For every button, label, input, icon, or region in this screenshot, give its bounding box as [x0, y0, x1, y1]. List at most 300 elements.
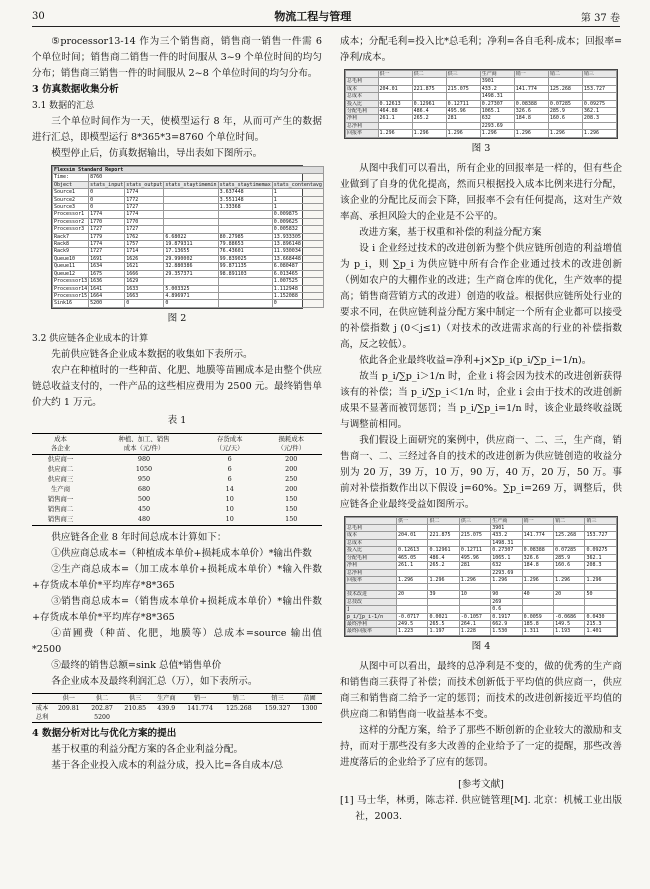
table-cell: 1772 [125, 196, 164, 203]
report-row [53, 255, 324, 262]
table-row [32, 465, 322, 475]
table-cell: 1.296 [585, 576, 617, 583]
table-cell: 249.5 [397, 620, 428, 627]
table-cell: 回报率 [346, 130, 379, 137]
table-cell: -0.1057 [459, 613, 490, 620]
sheet-header-row [346, 517, 617, 524]
table-cell: 1.152088 [272, 292, 323, 299]
table-cell: 98.891103 [218, 270, 272, 277]
table-cell: 285.9 [554, 554, 585, 561]
sheet-row [346, 576, 617, 583]
volume: 第 37 卷 [580, 12, 620, 24]
table-cell [585, 598, 617, 605]
table-cell: 0.0430 [585, 613, 617, 620]
table-cell: 1626 [125, 255, 164, 262]
table-cell: 0.09275 [582, 100, 616, 107]
table-cell: 成本 [346, 85, 379, 92]
table-row [32, 485, 322, 495]
table-cell [548, 93, 582, 100]
formula: ⑤最终的销售总额=sink 总值*销售单价 [51, 659, 222, 671]
table-cell [297, 713, 322, 723]
table-cell [119, 713, 152, 723]
formula: ②生产商总成本=（加工成本单价+损耗成本单价）*输入件数+存货成本单价*平均库存*8*365 [32, 563, 322, 591]
table-cell: 184.8 [514, 115, 548, 122]
paragraph: 从图中可以看出，最终的总净利是不变的，做的优秀的生产商和销售商三获得了补偿；而技术创新低于平均值的供应商一，供应商三和销售商二给予一定的惩罚；而技术的改进创新接近平均值的供应商二和销售商一收益基本不变。 [340, 660, 622, 720]
sheet-row [346, 569, 617, 576]
table-cell: 总毛利 [346, 78, 379, 85]
table-cell: 技术改进 [346, 591, 397, 598]
table-cell: 1.296 [446, 130, 480, 137]
paragraph: 三个单位时间作为一天，使模型运行 8 年，从而可产生的数据进行汇总，即模型运行 8*365*3=8760 个单位时间。 [32, 116, 322, 143]
table-cell: Source1 [53, 189, 89, 196]
table-cell: 281 [459, 562, 490, 569]
table-cell: 1065.1 [491, 554, 522, 561]
paragraph: 从图中我们可以看出，所有企业的回报率是一样的，但有些企业做到了自身的优化提高，然而只根据投入成本比例来进行分配，该企业的分配比反而会下降，回报率不会有任何提高，这对生产效率高、承担风险大的企业是不公平的。 [340, 162, 622, 222]
table-cell: 10 [225, 505, 234, 514]
report-row [53, 204, 324, 211]
sheet-row [346, 591, 617, 598]
time-value: 8760 [89, 174, 324, 181]
table-cell: 99.839025 [218, 255, 272, 262]
table-cell [397, 584, 428, 591]
table-cell: 433.2 [491, 532, 522, 539]
table-cell: 0.12613 [378, 100, 412, 107]
table-cell: 439.9 [157, 704, 176, 712]
column-header: stats_input [90, 181, 124, 188]
table-cell: 40 [522, 591, 553, 598]
table-cell: Processor14 [54, 285, 88, 292]
table-cell: 2293.69 [491, 569, 522, 576]
table-cell: 1774 [125, 211, 164, 218]
table-cell: 1.296 [378, 130, 412, 137]
right-column [340, 34, 622, 825]
report-row [53, 248, 324, 255]
table-cell: 1779 [89, 233, 125, 240]
table-cell [514, 122, 548, 129]
table-cell [554, 606, 585, 613]
table-cell: 1762 [125, 233, 164, 240]
table-cell: 202.87 [91, 704, 113, 712]
table-cell: 326.6 [522, 554, 553, 561]
table-cell: 1.296 [491, 576, 522, 583]
table-cell: 200 [285, 455, 298, 464]
table-cell: 3901 [480, 78, 514, 85]
table-row [32, 475, 322, 485]
column-header: 销一 [514, 71, 548, 78]
table-cell: 1.296 [582, 130, 616, 137]
table-cell [164, 196, 218, 203]
table-cell: 1300 [301, 704, 318, 712]
table-cell: 29.357371 [164, 270, 218, 277]
table-cell: 1663 [125, 292, 164, 299]
table-cell [218, 300, 272, 307]
table-cell: 17.13655 [164, 248, 218, 255]
table-cell: 1675 [89, 270, 125, 277]
table-cell: 13.668448 [272, 255, 323, 262]
table-cell [459, 598, 490, 605]
table-cell: 32.880386 [164, 263, 218, 270]
table-2 [32, 693, 322, 723]
table-cell: 326.6 [514, 108, 548, 115]
table-cell [164, 189, 218, 196]
running-header [32, 8, 620, 24]
column-header: 销二 [219, 693, 258, 703]
table-cell [514, 93, 548, 100]
report-row [53, 285, 324, 292]
table-cell: Processor13 [54, 278, 88, 285]
table-cell: 265.2 [428, 562, 459, 569]
table-cell: 1.296 [548, 130, 582, 137]
table-cell: 141.774 [514, 85, 548, 92]
column-header: 苗圃 [297, 693, 322, 703]
table-cell: 0.08388 [514, 100, 548, 107]
table-cell: Processor1 [53, 211, 89, 218]
report-row [53, 278, 324, 285]
column-header: 供二 [412, 71, 446, 78]
table-cell [446, 122, 480, 129]
table-cell: 1.33368 [218, 204, 272, 211]
table-cell: 1.112948 [272, 285, 323, 292]
sheet-row [346, 598, 617, 605]
table-cell: Processor2 [53, 218, 89, 225]
sheet-row [346, 130, 617, 137]
table-cell: 10 [459, 591, 490, 598]
table-cell: 最终回报率 [346, 628, 397, 635]
table-cell: 20 [554, 591, 585, 598]
paragraph: 供应链各企业 8 年时间总成本计算如下： [51, 531, 227, 543]
table-cell: 39 [428, 591, 459, 598]
table-cell [258, 713, 297, 723]
table-cell: 20 [397, 591, 428, 598]
table-row [32, 713, 322, 723]
table-cell: 79.88653 [218, 241, 272, 248]
table-cell: 0.07285 [548, 100, 582, 107]
column-header: 销二 [554, 517, 585, 524]
sheet-row [346, 554, 617, 561]
table-cell: 0.0059 [522, 613, 553, 620]
paragraph: 各企业成本及最终利润汇总（万），如下表所示。 [51, 675, 258, 687]
table-cell: 141.774 [522, 532, 553, 539]
table-cell [522, 598, 553, 605]
table-cell: 90 [491, 591, 522, 598]
table-cell: 销售商三 [32, 515, 89, 526]
table-row [32, 495, 322, 505]
table-cell: 1.007525 [272, 278, 323, 285]
table-cell: 1727 [89, 226, 125, 233]
table-cell: 1621 [125, 263, 164, 270]
table-cell: 281 [446, 115, 480, 122]
table-cell [428, 569, 459, 576]
table-cell: 362.1 [582, 108, 616, 115]
table-cell: j [346, 606, 397, 613]
figure-4-sheet [344, 516, 618, 637]
report-title-row [53, 167, 324, 174]
table-cell: 净利 [346, 562, 397, 569]
page-number: 30 [32, 10, 45, 22]
figure-2-report [51, 165, 322, 309]
column-header: 供二 [428, 517, 459, 524]
table-cell: 250 [285, 475, 298, 484]
sheet-row [346, 532, 617, 539]
table-cell: 1.296 [428, 576, 459, 583]
column-header: 销二 [548, 71, 582, 78]
column-header: 销一 [181, 693, 220, 703]
table-cell: 6 [227, 465, 232, 474]
table-cell: 261.1 [397, 562, 428, 569]
table-cell: 125.268 [226, 704, 252, 712]
table-cell: 1.197 [428, 628, 459, 635]
sheet-row [346, 547, 617, 554]
report-row [53, 292, 324, 299]
table-cell: 0.12613 [397, 547, 428, 554]
table-cell: 150 [285, 495, 298, 504]
column-header: 供一 [52, 693, 85, 703]
table-cell [218, 278, 272, 285]
table-cell: Rack7 [53, 233, 89, 240]
table-cell [428, 584, 459, 591]
report-row [53, 300, 324, 307]
table-cell: 19.879311 [164, 241, 218, 248]
references-heading: [参考文献] [458, 778, 504, 790]
table-cell [52, 713, 85, 723]
table-cell: 1.193 [554, 628, 585, 635]
table-cell [554, 584, 585, 591]
table-cell: 总成本 [346, 539, 397, 546]
table-cell: 回报率 [346, 576, 397, 583]
table-cell: 0.009875 [272, 211, 323, 218]
table-cell [514, 78, 548, 85]
table-cell: 29.990002 [164, 255, 218, 262]
paragraph: 基于权重的利益分配方案的各企业利益分配。 [51, 743, 244, 755]
table-cell: 209.81 [57, 704, 80, 712]
table-cell: 0 [89, 189, 125, 196]
table-cell: 0.12961 [428, 547, 459, 554]
table-cell [491, 584, 522, 591]
table-cell [459, 606, 490, 613]
report-header-row [53, 181, 324, 188]
table-cell: 1.296 [522, 576, 553, 583]
table-cell: 分配毛利 [346, 554, 397, 561]
table-caption: 表 1 [167, 414, 187, 426]
paragraph: 依此各企业最终收益=净利+j×∑p_i(p_i/∑p_i−1/n)。 [359, 354, 592, 366]
figure-caption: 图 4 [471, 640, 491, 652]
table-cell: 0 [89, 204, 125, 211]
paragraph: 农户在种植时的一些种苗、化肥、地膜等苗圃成本是由整个供应链总收益支付的，一件产品的这些相应费用为 2500 元。最终销售单价大约 1 万元。 [32, 364, 322, 408]
table-cell [378, 93, 412, 100]
table-row [32, 703, 322, 713]
table-cell: 0.27307 [480, 100, 514, 107]
column-header: 销三 [582, 71, 616, 78]
table-cell [554, 598, 585, 605]
table-cell: 450 [137, 505, 151, 514]
table-cell: 76.43601 [218, 248, 272, 255]
table-cell: 0.005832 [272, 226, 323, 233]
table-cell: 0.08388 [522, 547, 553, 554]
table-cell: 1633 [125, 285, 164, 292]
table-cell [164, 278, 218, 285]
table-cell: 662.9 [491, 620, 522, 627]
table-cell: 0 [164, 300, 218, 307]
figure-3-sheet [344, 69, 618, 139]
table-cell [164, 218, 218, 225]
table-cell [428, 606, 459, 613]
formula: ④苗圃费（种苗、化肥，地膜等）总成本=source 输出值*2500 [32, 627, 322, 655]
table-cell: 生产商 [50, 485, 71, 494]
table-cell [522, 569, 553, 576]
section-heading: 3 仿真数据收集分析 [32, 84, 119, 95]
table-cell: Queue11 [53, 263, 89, 270]
table-cell: 3.637448 [218, 189, 272, 196]
column-header [32, 693, 52, 703]
column-header [346, 71, 379, 78]
sheet-row [346, 539, 617, 546]
table-cell: 269 [491, 598, 522, 605]
table-cell: 投入比 [346, 547, 397, 554]
column-header: 生产商 [152, 693, 181, 703]
table-cell [397, 539, 428, 546]
table-cell: 10 [199, 515, 261, 526]
table-cell: 4.896971 [164, 292, 218, 299]
table-cell [548, 78, 582, 85]
table-cell [218, 218, 272, 225]
table-cell: 成本 [346, 532, 397, 539]
table-cell: 125.268 [548, 85, 582, 92]
table-cell: 总毛利 [346, 525, 397, 532]
table-cell: 1.401 [585, 628, 617, 635]
table-cell: 1727 [125, 204, 164, 211]
table-cell: 150 [285, 505, 298, 514]
table-cell: 1.311 [522, 628, 553, 635]
table-cell: 264.1 [459, 620, 490, 627]
table-cell: 14 [225, 485, 234, 494]
subsection-heading: 3.1 数据的汇总 [32, 101, 95, 111]
paragraph: 成本；分配毛利=投入比*总毛利；净利=各自毛利-成本；回报率=净利/成本。 [340, 36, 622, 63]
table-cell: 5.003325 [164, 285, 218, 292]
column-header: 供一 [378, 71, 412, 78]
table-cell: 1634 [89, 263, 125, 270]
table-cell: 供应商二 [47, 465, 74, 474]
table-cell: 1 [272, 189, 323, 196]
table-cell: 185.8 [522, 620, 553, 627]
table-cell: 465.05 [397, 554, 428, 561]
table-cell: 6.68022 [164, 233, 218, 240]
table-cell: 204.01 [397, 532, 428, 539]
table-cell: 221.875 [412, 85, 446, 92]
table-cell: Rack8 [53, 241, 89, 248]
column-header: 供三 [459, 517, 490, 524]
table-cell: 1498.31 [491, 539, 522, 546]
section-heading: 4 数据分析对比与优化方案的提出 [32, 727, 177, 739]
table-cell: 13.933305 [272, 233, 323, 240]
table-cell: 5200 [89, 300, 125, 307]
column-header [346, 517, 397, 524]
table-cell: 净利 [346, 115, 379, 122]
paragraph: 改进方案，基于权重和补偿的利益分配方案 [359, 226, 542, 238]
table-cell: 150 [260, 515, 322, 526]
table-cell: 1.296 [412, 130, 446, 137]
table-cell: Rack9 [53, 248, 89, 255]
column-header: 销三 [585, 517, 617, 524]
sheet-row [346, 620, 617, 627]
sheet-row [346, 584, 617, 591]
table-cell [412, 122, 446, 129]
sheet-row [346, 562, 617, 569]
paragraph: ⑤processor13-14 作为三个销售商，销售商一销售一件需 6 个单位时间；销售商二销售一件的时间服从 3~9 个单位时间的均匀分布；销售商三销售一件的时间服从 2~8 个单位时间的均匀分布。 [32, 36, 322, 79]
report-row [53, 211, 324, 218]
time-label: Time: [53, 174, 89, 181]
column-header: 供三 [119, 693, 152, 703]
formula: ③销售商总成本=（销售成本单价+损耗成本单价）*输出件数+存货成本单价*平均库存*8*365 [32, 595, 322, 623]
table-cell: 141.774 [187, 704, 213, 712]
table-cell: 261.1 [378, 115, 412, 122]
table-cell: 0.0021 [428, 613, 459, 620]
paragraph: 这样的分配方案，给予了那些不断创新的企业较大的激励和支持，而对于那些没有多大改善的企业给予了一定的提醒，那些改善进度落后的企业给予了应有的惩罚。 [340, 724, 622, 768]
table-cell: 210.85 [124, 704, 147, 712]
table-cell: 0.07285 [554, 547, 585, 554]
formula: ①供应商总成本=（种植成本单价+损耗成本单价）*输出件数 [51, 547, 312, 559]
table-cell: 1770 [125, 218, 164, 225]
table-cell: 153.727 [585, 532, 617, 539]
table-cell: 6.080487 [272, 263, 323, 270]
report-title: Flexsim Standard Report [53, 167, 324, 174]
table-cell [218, 292, 272, 299]
table-cell: 0 [272, 300, 323, 307]
table-cell: 1770 [89, 218, 125, 225]
table-cell [585, 584, 617, 591]
table-cell: 0.1917 [491, 613, 522, 620]
report-time-row [53, 174, 324, 181]
table-cell: 1636 [89, 278, 125, 285]
sheet-row [346, 85, 617, 92]
table-cell [397, 606, 428, 613]
table-cell [582, 78, 616, 85]
paragraph: 我们假设上面研究的案例中，供应商一、二、三，生产商，销售商一、二、三经过各自的技术的改进创新为供应链创造的收益分别为 20 万，39 万，10 万，90 万，40 万，20 万，50 万。事前对补偿指数作出以下假设 j=60%。∑p_i=269 万，调整后，供应链各企业最终受益如图所示。 [340, 434, 622, 510]
table-cell [554, 539, 585, 546]
table-cell: 1774 [89, 211, 125, 218]
table-cell: 10 [225, 495, 234, 504]
table-cell: 215.075 [459, 532, 490, 539]
table-cell [585, 525, 617, 532]
sheet-header-row [346, 71, 617, 78]
table-cell: 200 [285, 465, 298, 474]
table-cell [522, 525, 553, 532]
table-cell [378, 78, 412, 85]
table-cell: 1.296 [397, 576, 428, 583]
table-cell: 495.96 [446, 108, 480, 115]
table-cell: 0.6 [491, 606, 522, 613]
table-cell: 1 [272, 196, 323, 203]
table-cell [446, 78, 480, 85]
paragraph: 模型停止后，仿真数据输出，导出表如下图所示。 [51, 148, 263, 159]
table-cell [346, 584, 397, 591]
table-cell: 464.88 [378, 108, 412, 115]
table-cell: 1664 [89, 292, 125, 299]
paragraph: 先前供应链各企业成本数据的收集如下表所示。 [51, 348, 253, 360]
table-cell: 200 [285, 485, 298, 494]
table-cell [412, 78, 446, 85]
table-cell [554, 569, 585, 576]
sheet-row [346, 628, 617, 635]
table-row [32, 515, 322, 526]
sheet-row [346, 122, 617, 129]
table-cell [397, 525, 428, 532]
table-cell: 160.6 [554, 562, 585, 569]
table-cell: 0.009625 [272, 218, 323, 225]
table-cell: 215.075 [446, 85, 480, 92]
table-cell: 1.223 [397, 628, 428, 635]
table-cell: 1.296 [554, 576, 585, 583]
table-cell: 632 [480, 115, 514, 122]
